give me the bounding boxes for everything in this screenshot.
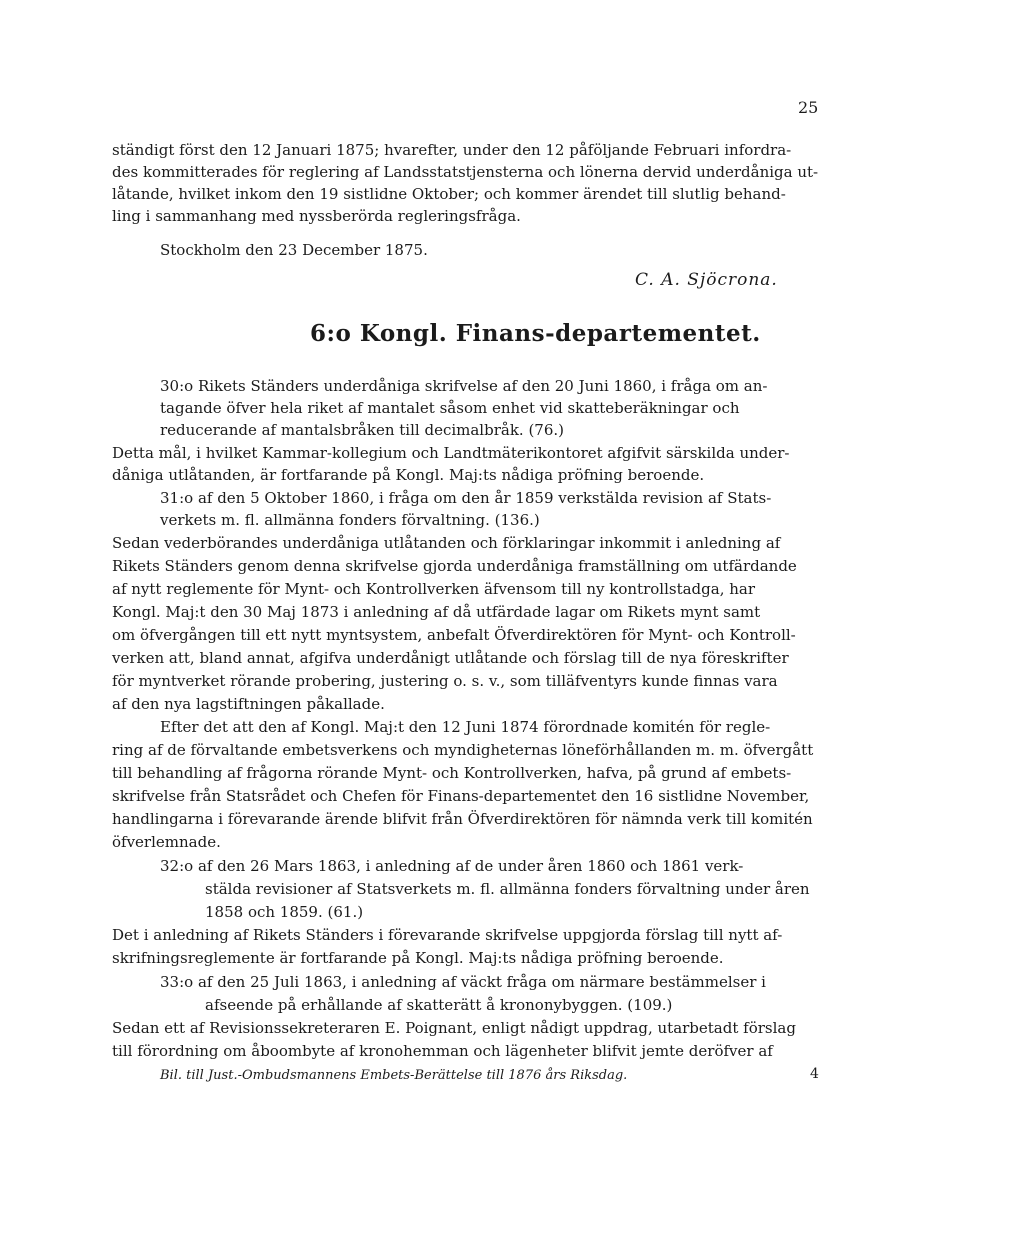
text-line: handlingarna i förevarande ärende blifvit från Öfverdirektören för nämnda verk till komitén bbox=[112, 810, 813, 828]
text-line: ständigt först den 12 Januari 1875; hvarefter, under den 12 påföljande Februari infordra- bbox=[112, 141, 792, 159]
text-line: Det i anledning af Rikets Ständers i förevarande skrifvelse uppgjorda förslag till nytt af- bbox=[112, 926, 783, 944]
text-line: reducerande af mantalsbråken till decimalbråk. (76.) bbox=[160, 421, 565, 439]
text-line: skrifningsreglemente är fortfarande på Kongl. Maj:ts nådiga pröfning beroende. bbox=[112, 949, 724, 967]
text-line: skrifvelse från Statsrådet och Chefen för Finans-departementet den 16 sistlidne November, bbox=[112, 787, 810, 805]
text-line: tagande öfver hela riket af mantalet såsom enhet vid skatteberäkningar och bbox=[160, 399, 740, 417]
text-line: öfverlemnade. bbox=[112, 833, 221, 851]
item-30-title: 30:o Rikets Ständers underdåniga skrifvelse af den 20 Juni 1860, i fråga om an- bbox=[160, 377, 768, 395]
text-line: låtande, hvilket inkom den 19 sistlidne Oktober; och kommer ärendet till slutlig behand- bbox=[112, 185, 786, 203]
page-number: 25 bbox=[798, 98, 819, 117]
item-33-title: 33:o af den 25 Juli 1863, i anledning af väckt fråga om närmare bestämmelser i bbox=[160, 973, 766, 991]
item-31-title: 31:o af den 5 Oktober 1860, i fråga om den år 1859 verkstälda revision af Stats- bbox=[160, 489, 772, 507]
place-date: Stockholm den 23 December 1875. bbox=[160, 241, 428, 259]
text-line: till behandling af frågorna rörande Mynt- och Kontrollverken, hafva, på grund af embets- bbox=[112, 764, 792, 782]
text-line: ring af de förvaltande embetsverkens och myndigheternas löneförhållanden m. m. öfvergått bbox=[112, 741, 814, 759]
text-line: för myntverket rörande probering, justering o. s. v., som tilläfventyrs kunde finnas vara bbox=[112, 672, 778, 690]
text-line: 1858 och 1859. (61.) bbox=[205, 903, 364, 921]
text-line: af den nya lagstiftningen påkallade. bbox=[112, 695, 385, 713]
section-heading: 6:o Kongl. Finans-departementet. bbox=[310, 320, 761, 347]
signature: C. A. Sjöcrona. bbox=[635, 270, 778, 290]
text-line: Efter det att den af Kongl. Maj:t den 12 Juni 1874 förordnade komitén för regle- bbox=[160, 718, 771, 736]
text-line: af nytt reglemente för Mynt- och Kontrollverken äfvensom till ny kontrollstadga, har bbox=[112, 580, 756, 598]
page-footer: Bil. till Just.-Ombudsmannens Embets-Berättelse till 1876 års Riksdag. bbox=[160, 1068, 628, 1083]
text-line: Kongl. Maj:t den 30 Maj 1873 i anledning af då utfärdade lagar om Rikets mynt samt bbox=[112, 603, 761, 621]
text-line: Sedan vederbörandes underdåniga utlåtanden och förklaringar inkommit i anledning af bbox=[112, 534, 781, 552]
text-line: dåniga utlåtanden, är fortfarande på Kongl. Maj:ts nådiga pröfning beroende. bbox=[112, 466, 705, 484]
item-32-title: 32:o af den 26 Mars 1863, i anledning af de under åren 1860 och 1861 verk- bbox=[160, 857, 744, 875]
text-line: verkets m. fl. allmänna fonders förvaltning. (136.) bbox=[160, 511, 540, 529]
text-line: stälda revisioner af Statsverkets m. fl. allmänna fonders förvaltning under åren bbox=[205, 880, 810, 898]
text-line: verken att, bland annat, afgifva underdånigt utlåtande och förslag till de nya föreskrifter bbox=[112, 649, 789, 667]
text-line: om öfvergången till ett nytt myntsystem, anbefalt Öfverdirektören för Mynt- och Kontroll- bbox=[112, 626, 796, 644]
text-line: ling i sammanhang med nyssberörda regleringsfråga. bbox=[112, 207, 521, 225]
text-line: Detta mål, i hvilket Kammar-kollegium och Landtmäterikontoret afgifvit särskilda under- bbox=[112, 444, 790, 462]
text-line: Sedan ett af Revisionssekreteraren E. Poignant, enligt nådigt uppdrag, utarbetadt förslag bbox=[112, 1019, 796, 1037]
text-line: Rikets Ständers genom denna skrifvelse gjorda underdåniga framställning om utfärdande bbox=[112, 557, 797, 575]
sheet-number: 4 bbox=[810, 1066, 819, 1082]
text-line: des kommitterades för reglering af Landsstatstjensterna och lönerna dervid underdåniga ut- bbox=[112, 163, 819, 181]
text-line: afseende på erhållande af skatterätt å krononybyggen. (109.) bbox=[205, 996, 673, 1014]
text-line: till förordning om åboombyte af kronohemman och lägenheter blifvit jemte deröfver af bbox=[112, 1042, 773, 1060]
